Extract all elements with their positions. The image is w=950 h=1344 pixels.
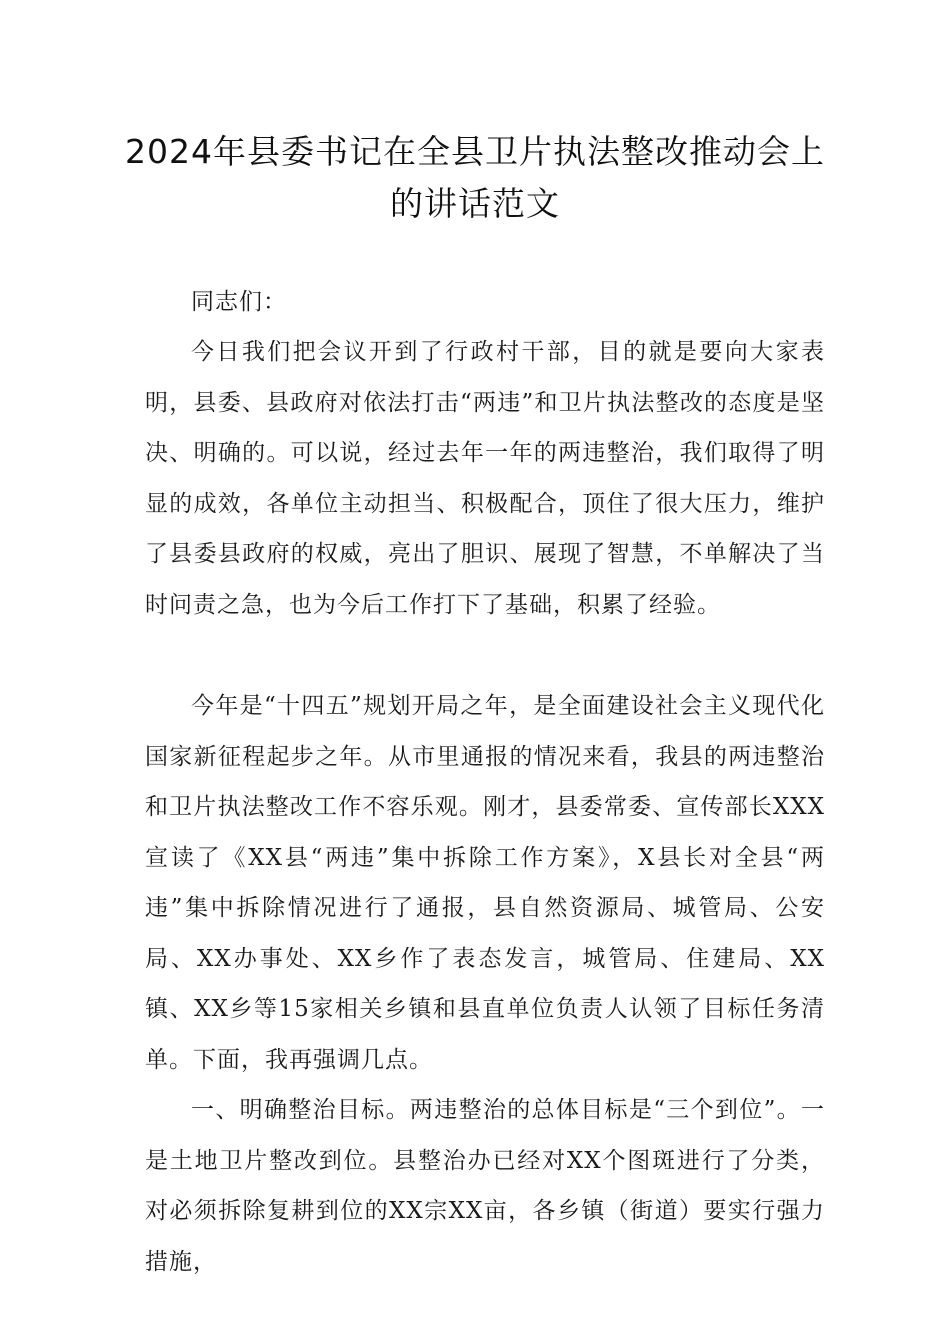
paragraph-goals: 一、明确整治目标。两违整治的总体目标是“三个到位”。一是土地卫片整改到位。县整治办已经对XX个图斑进行了分类，对必须拆除复耕到位的XX宗XX亩，各乡镇（街道）要实行强力措施， bbox=[145, 1097, 825, 1275]
paragraph-opening: 今日我们把会议开到了行政村干部，目的就是要向大家表明，县委、县政府对依法打击“两违”和卫片执法整改的态度是坚决、明确的。可以说，经过去年一年的两违整治，我们取得了明显的成效，各单位主动担当、积极配合，顶住了很大压力，维护了县委县政府的权威，亮出了胆识、展现了智慧，不单解决了当时问责之急，也为今后工作打下了基础，积累了经验。 bbox=[145, 339, 825, 618]
salutation: 同志们： bbox=[191, 289, 287, 315]
paragraph-situation: 今年是“十四五”规划开局之年，是全面建设社会主义现代化国家新征程起步之年。从市里通报的情况来看，我县的两违整治和卫片执法整改工作不容乐观。刚才，县委常委、宣传部长XXX宣读了《XX县“两违”集中拆除工作方案》，X县长对全县“两违”集中拆除情况进行了通报，县自然资源局、城管局、公安局、XX办事处、XX乡作了表态发言，城管局、住建局、XX镇、XX乡等15家相关乡镇和县直单位负责人认领了目标任务清单。下面，我再强调几点。 bbox=[145, 693, 825, 1073]
document-title: 2024年县委书记在全县卫片执法整改推动会上的讲话范文 bbox=[125, 132, 825, 223]
